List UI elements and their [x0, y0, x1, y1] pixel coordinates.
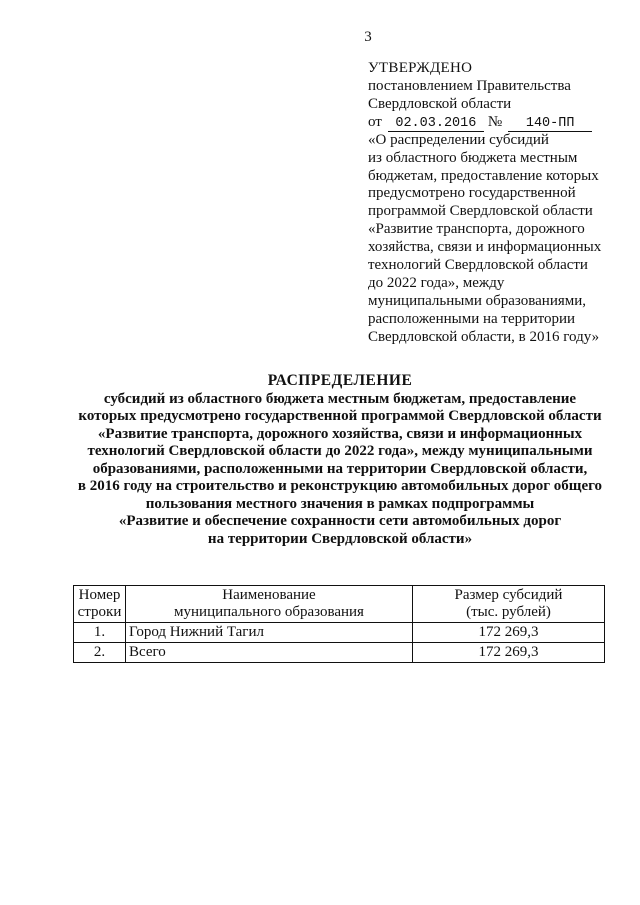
heading-line: на территории Свердловской области»: [207, 530, 473, 547]
document-title: РАСПРЕДЕЛЕНИЕ: [267, 372, 413, 389]
date-prefix: от: [368, 113, 382, 130]
approval-line: «Развитие транспорта, дорожного: [368, 221, 585, 238]
header-text: Номер: [78, 587, 121, 603]
approval-line: расположенными на территории: [368, 310, 576, 327]
approval-date-line: [368, 114, 638, 132]
page-number: 3: [364, 29, 372, 45]
approval-line: «О распределении субсидий: [368, 131, 549, 148]
heading-line: субсидий из областного бюджета местным бюджетам, предоставление: [103, 390, 577, 407]
heading-line: образованиями, расположенными на территории Свердловской области,: [92, 460, 588, 477]
heading-line: технологий Свердловской области до 2022 года», между муниципальными: [87, 443, 593, 459]
subsidy-amount: 172 269,3: [413, 623, 605, 643]
header-municipality: [126, 586, 413, 623]
heading-line: которых предусмотрено государственной программой Свердловской области: [78, 408, 602, 424]
approval-line: бюджетам, предоставление которых: [368, 167, 599, 184]
heading-line: пользования местного значения в рамках подпрограммы: [145, 495, 535, 512]
table-row: [74, 643, 605, 663]
approval-line: Свердловской области, в 2016 году»: [368, 328, 600, 345]
municipality-name: Город Нижний Тагил: [126, 623, 413, 643]
approval-line: Свердловской области: [368, 95, 512, 112]
table-header-row: [74, 586, 605, 623]
subsidy-amount: 172 269,3: [413, 643, 605, 663]
approval-line: до 2022 года», между: [368, 274, 505, 291]
heading-line: в 2016 году на строительство и реконструкцию автомобильных дорог общего: [77, 478, 603, 494]
document-heading: [60, 372, 620, 548]
number-sign: №: [487, 113, 503, 130]
approval-line: предусмотрено государственной: [368, 185, 576, 202]
approval-line: постановлением Правительства: [368, 77, 571, 94]
heading-line: «Развитие и обеспечение сохранности сети автомобильных дорог: [118, 513, 562, 529]
approval-number: 140-ПП: [508, 116, 592, 132]
municipality-name: Всего: [126, 643, 413, 663]
header-text: (тыс. рублей): [466, 604, 551, 620]
header-row-number: [74, 586, 126, 623]
approval-line: технологий Свердловской области: [368, 257, 588, 274]
approval-line: муниципальными образованиями,: [368, 292, 587, 309]
approval-line: из областного бюджета местным: [368, 149, 578, 166]
row-number: 2.: [74, 643, 126, 663]
header-text: Размер субсидий: [454, 587, 563, 603]
approval-line: программой Свердловской области: [368, 203, 593, 220]
approval-date: 02.03.2016: [388, 116, 484, 132]
header-text: муниципального образования: [174, 604, 364, 620]
row-number: 1.: [74, 623, 126, 643]
approval-stamp-title: УТВЕРЖДЕНО: [368, 60, 473, 76]
header-text: Наименование: [222, 587, 316, 603]
header-text: строки: [77, 604, 122, 620]
approval-block: [368, 60, 638, 347]
subsidies-table: [73, 585, 605, 663]
approval-line: хозяйства, связи и информационных: [368, 239, 602, 256]
table-row: [74, 623, 605, 643]
heading-line: «Развитие транспорта, дорожного хозяйства, связи и информационных: [97, 425, 583, 442]
header-amount: [413, 586, 605, 623]
